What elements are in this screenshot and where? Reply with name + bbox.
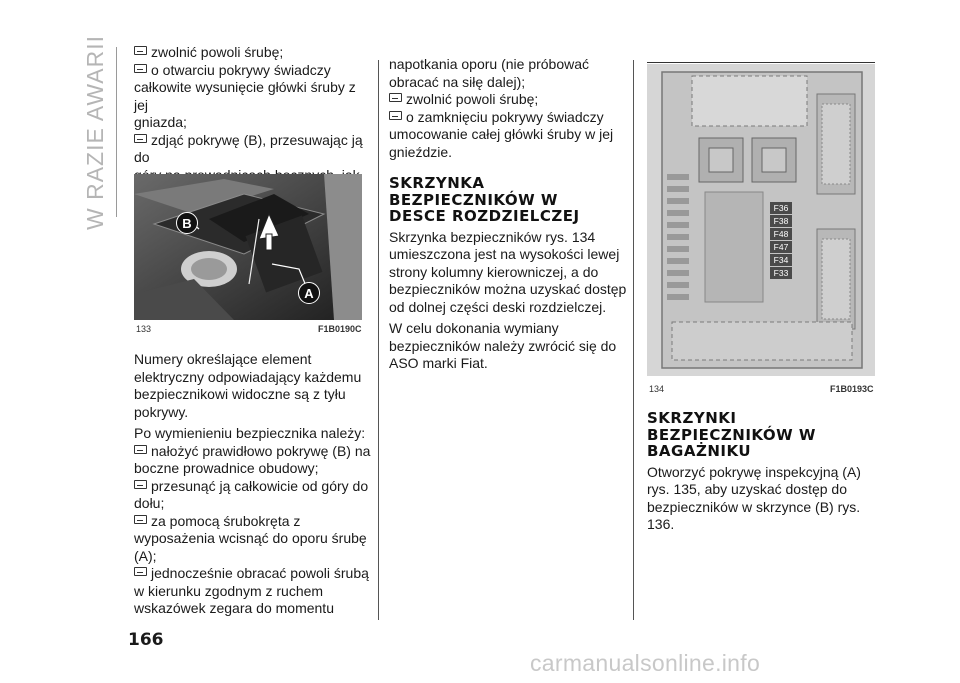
bullet-icon (389, 111, 402, 120)
paragraph: W celu dokonania wymiany bezpieczników należy zwrócić się do ASO marki Fiat. (389, 320, 617, 371)
bullet-icon (134, 515, 147, 524)
paragraph: Otworzyć pokrywę inspekcyjną (A) rys. 135, aby uzyskać dostęp do bezpieczników w skrzynce (B) rys. 136. (647, 463, 861, 532)
column-divider (378, 60, 379, 620)
fuse-label: F47 (770, 241, 792, 253)
list-item: zdjąć pokrywę (B), przesuwając ją do (134, 131, 363, 165)
fuse-label: F38 (770, 215, 792, 227)
bullet-icon (134, 567, 147, 576)
callout-a: A (298, 282, 320, 304)
section-title: W RAZIE AWARII (82, 34, 109, 230)
list-item: jednocześnie obracać powoli śrubą w kierunku zgodnym z ruchem wskazówek zegara do momentu (134, 565, 369, 616)
list-item: zwolnić powoli śrubę; (134, 44, 372, 62)
fuse-label: F34 (770, 254, 792, 266)
column-3 (647, 410, 883, 534)
bullet-icon (134, 46, 147, 55)
watermark: carmanualsonline.info (530, 650, 761, 676)
callout-b: B (176, 212, 198, 234)
figure-number: 133 (136, 324, 152, 334)
list-item: przesunąć ją całkowicie od góry do dołu; (134, 477, 369, 511)
fuse-label: F36 (770, 202, 792, 214)
column-1-lower (134, 351, 372, 618)
figure-top-rule (647, 62, 875, 63)
list-item: za pomocą śrubokręta z wyposażenia wcisnąć do oporu śrubę (A); (134, 512, 367, 564)
fuse-label: F48 (770, 228, 792, 240)
fuse-label: F33 (770, 267, 792, 279)
list-item: o otwarciu pokrywy świadczy całkowite wysunięcie główki śruby z jej gniazda; (134, 61, 356, 130)
paragraph: napotkania oporu (nie próbować obracać na siłę dalej); (389, 56, 590, 90)
bullet-icon (389, 93, 402, 102)
figure-code: F1B0193C (830, 384, 874, 394)
section-heading: SKRZYNKI BEZPIECZNIKÓW W BAGAŻNIKU (647, 409, 816, 460)
paragraph: Numery określające element elektryczny odpowiadający każdemu bezpiecznikowi widoczne są z tyłu pokrywy. (134, 351, 362, 420)
paragraph: Po wymienieniu bezpiecznika należy: (134, 425, 366, 441)
fuse-label-stack (770, 202, 792, 280)
list-item: o zamknięciu pokrywy świadczy umocowanie całej główki śruby w jej gnieździe. (389, 108, 614, 160)
section-rule (116, 47, 117, 217)
bullet-icon (134, 480, 147, 489)
fusebox-diagram (647, 64, 875, 376)
figure-133-photo (134, 174, 362, 320)
column-2 (389, 56, 627, 373)
engine-bay-image (134, 174, 362, 320)
figure-134-fusebox (647, 64, 875, 376)
figure-code: F1B0190C (318, 324, 362, 334)
list-item: nałożyć prawidłowo pokrywę (B) na boczne prowadnice obudowy; (134, 442, 371, 476)
column-divider (633, 60, 634, 620)
paragraph: Skrzynka bezpieczników rys. 134 umieszczona jest na wysokości lewej strony kolumny kierowniczej, a do bezpieczników można uzyskać dostęp od dolnej części deski rozdzielczej. (389, 228, 627, 315)
section-heading: SKRZYNKA BEZPIECZNIKÓW W DESCE ROZDZIELCZEJ (389, 174, 580, 225)
list-item: zwolnić powoli śrubę; (389, 91, 627, 109)
page-number: 166 (128, 630, 164, 650)
figure-number: 134 (649, 384, 665, 394)
bullet-icon (134, 134, 147, 143)
bullet-icon (134, 64, 147, 73)
bullet-icon (134, 445, 147, 454)
